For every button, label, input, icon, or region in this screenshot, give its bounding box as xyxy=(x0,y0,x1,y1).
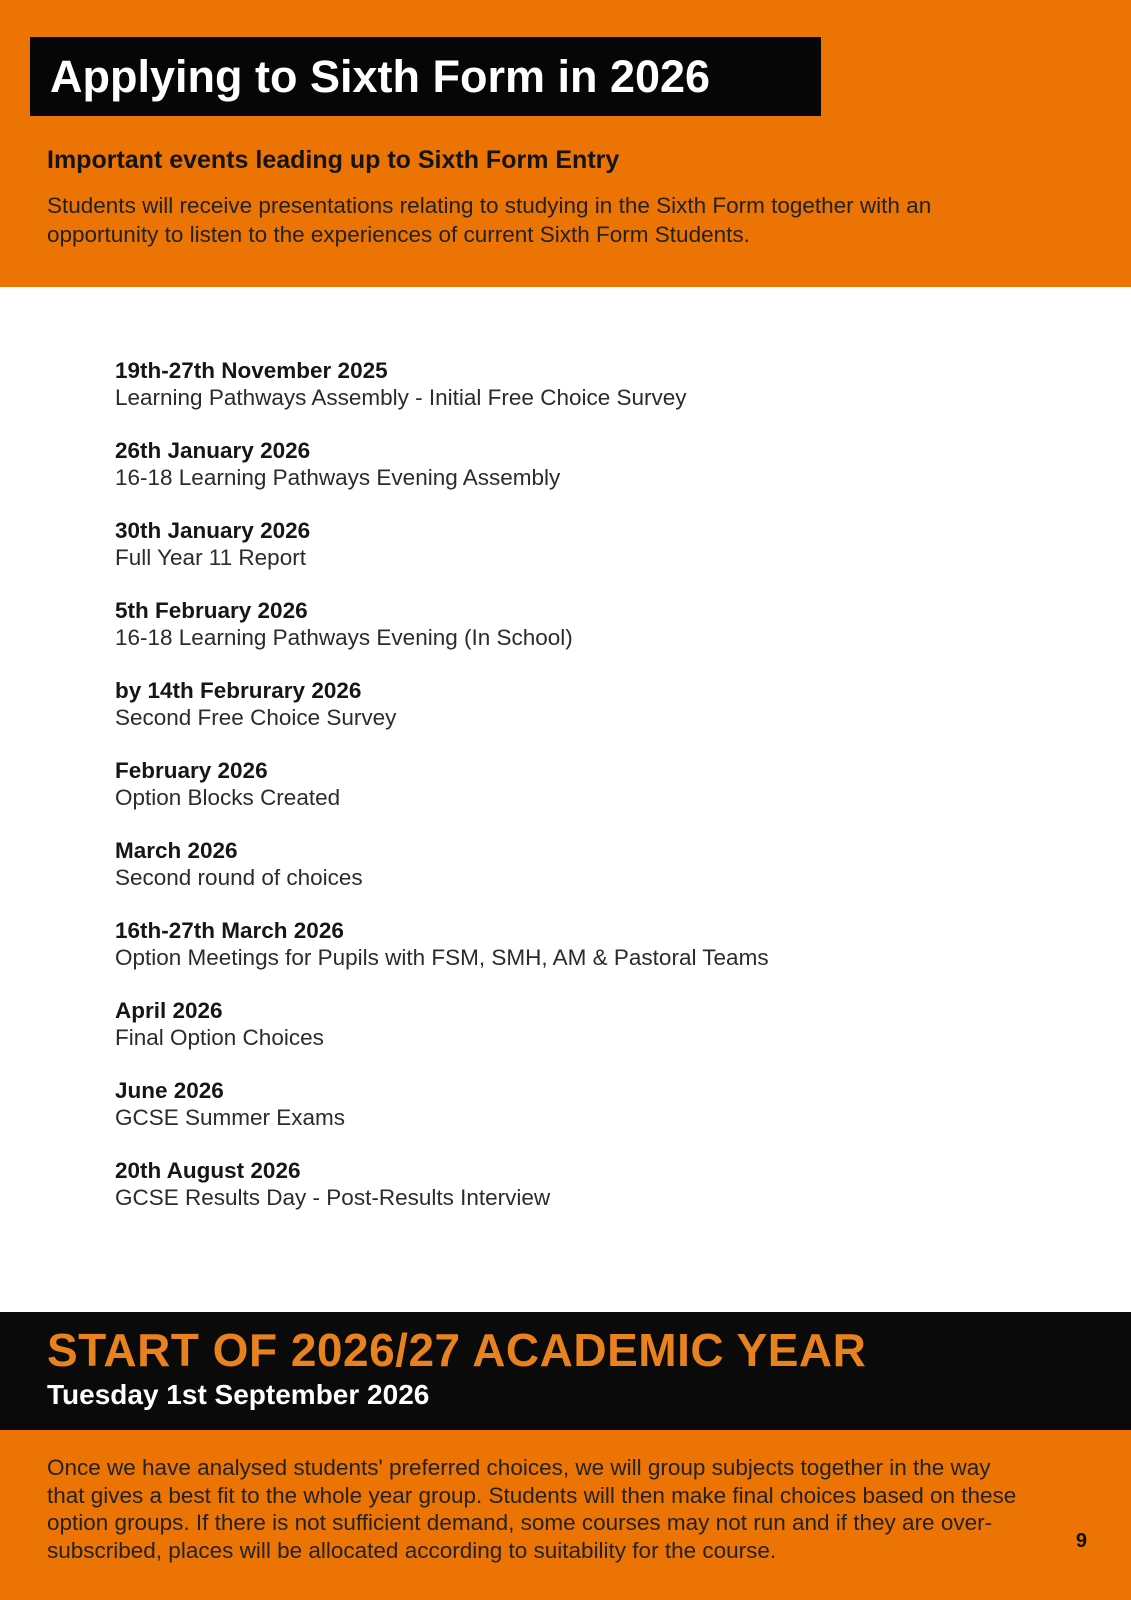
event-description: Learning Pathways Assembly - Initial Free Choice Survey xyxy=(115,385,687,410)
event-description: 16-18 Learning Pathways Evening (In School) xyxy=(115,625,573,650)
event-date: 16th-27th March 2026 xyxy=(115,918,344,943)
event-description: Final Option Choices xyxy=(115,1025,324,1050)
event-description: Option Meetings for Pupils with FSM, SMH, AM & Pastoral Teams xyxy=(115,945,769,970)
event-item xyxy=(115,597,1071,651)
event-item xyxy=(115,757,1071,811)
event-item xyxy=(115,677,1071,731)
event-item xyxy=(115,917,1071,971)
intro-paragraph: Students will receive presentations relating to studying in the Sixth Form together with an opportunity to listen to the experiences of current Sixth Form Students. xyxy=(47,193,932,247)
event-item xyxy=(115,357,1071,411)
footer-section xyxy=(0,1430,1131,1600)
event-date: June 2026 xyxy=(115,1078,224,1103)
footer-paragraph: Once we have analysed students' preferred choices, we will group subjects together in the way that gives a best fit to the whole year group. Students will then make final choices based on these option groups. If there is not sufficient demand, some courses may not run and if they are over-subscribed, places will be allocated according to suitability for the course. xyxy=(47,1455,1017,1563)
event-date: 19th-27th November 2025 xyxy=(115,358,388,383)
event-description: GCSE Results Day - Post-Results Interview xyxy=(115,1185,551,1210)
event-item xyxy=(115,437,1071,491)
event-description: 16-18 Learning Pathways Evening Assembly xyxy=(115,465,561,490)
event-item xyxy=(115,517,1071,571)
event-item xyxy=(115,837,1071,891)
event-description: Second Free Choice Survey xyxy=(115,705,397,730)
event-date: March 2026 xyxy=(115,838,238,863)
banner-title: START OF 2026/27 ACADEMIC YEAR xyxy=(47,1324,867,1376)
event-date: 26th January 2026 xyxy=(115,438,311,463)
event-description: GCSE Summer Exams xyxy=(115,1105,346,1130)
event-description: Second round of choices xyxy=(115,865,363,890)
page-title-box xyxy=(30,37,821,116)
event-date: 30th January 2026 xyxy=(115,518,311,543)
event-item xyxy=(115,1077,1071,1131)
event-date: 5th February 2026 xyxy=(115,598,308,623)
event-date: 20th August 2026 xyxy=(115,1158,301,1183)
event-description: Option Blocks Created xyxy=(115,785,341,810)
academic-year-banner xyxy=(0,1312,1131,1430)
events-subtitle: Important events leading up to Sixth Form Entry xyxy=(47,146,620,174)
page-title: Applying to Sixth Form in 2026 xyxy=(50,50,711,102)
event-description: Full Year 11 Report xyxy=(115,545,306,570)
event-item xyxy=(115,997,1071,1051)
events-timeline xyxy=(0,287,1131,1312)
event-item xyxy=(115,1157,1071,1211)
event-date: April 2026 xyxy=(115,998,223,1023)
banner-subtitle: Tuesday 1st September 2026 xyxy=(47,1379,430,1410)
header-section xyxy=(0,0,1131,287)
page-number: 9 xyxy=(1075,1530,1087,1552)
event-date: by 14th Februrary 2026 xyxy=(115,678,362,703)
event-date: February 2026 xyxy=(115,758,268,783)
